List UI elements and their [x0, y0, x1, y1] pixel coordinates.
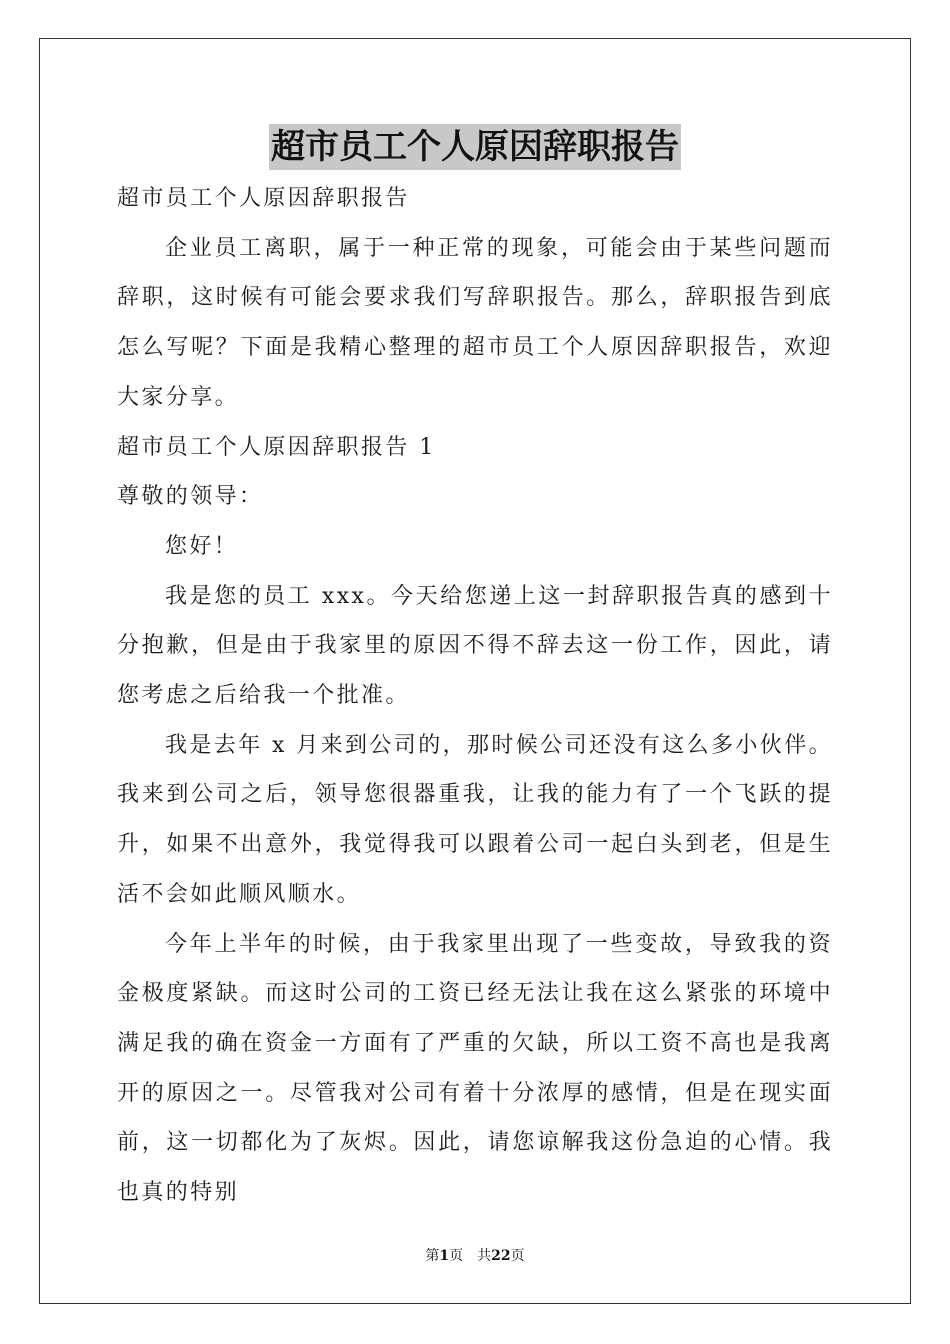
- page-suffix: 页: [449, 1248, 464, 1264]
- paragraph: 今年上半年的时候，由于我家里出现了一些变故，导致我的资金极度紧缺。而这时公司的工资已经无法让我在这么紧张的环境中满足我的确在资金一方面有了严重的欠缺，所以工资不高也是我离开的原因之一。尽管我对公司有着十分浓厚的感情，但是在现实面前，这一切都化为了灰烬。因此，请您谅解我这份急迫的心情。我也真的特别: [117, 931, 833, 1206]
- page-footer: [0, 1245, 950, 1265]
- total-suffix: 页: [510, 1248, 525, 1264]
- paragraph: 超市员工个人原因辞职报告: [117, 186, 410, 211]
- page-prefix: 第: [425, 1248, 440, 1264]
- document-body: [117, 174, 833, 1218]
- current-page-number: 1: [439, 1248, 450, 1264]
- total-prefix: 共: [477, 1248, 492, 1264]
- paragraph: 我是您的员工 xxx。今天给您递上这一封辞职报告真的感到十分抱歉，但是由于我家里的原因不得不辞去这一份工作，因此，请您考虑之后给我一个批准。: [117, 583, 833, 709]
- document-title: 超市员工个人原因辞职报告: [269, 124, 681, 170]
- total-page-count: 22: [491, 1248, 511, 1264]
- paragraph: 超市员工个人原因辞职报告 1: [117, 434, 436, 460]
- paragraph: 企业员工离职，属于一种正常的现象，可能会由于某些问题而辞职，这时候有可能会要求我们写辞职报告。那么，辞职报告到底怎么写呢？下面是我精心整理的超市员工个人原因辞职报告，欢迎大家分享。: [117, 235, 833, 410]
- paragraph: 尊敬的领导：: [117, 484, 264, 510]
- paragraph: 我是去年 x 月来到公司的，那时候公司还没有这么多小伙伴。我来到公司之后，领导您很器重我，让我的能力有了一个飞跃的提升，如果不出意外，我觉得我可以跟着公司一起白头到老，但是生活不会如此顺风顺水。: [117, 732, 833, 907]
- paragraph: 您好！: [165, 533, 239, 559]
- title-container: [0, 124, 950, 170]
